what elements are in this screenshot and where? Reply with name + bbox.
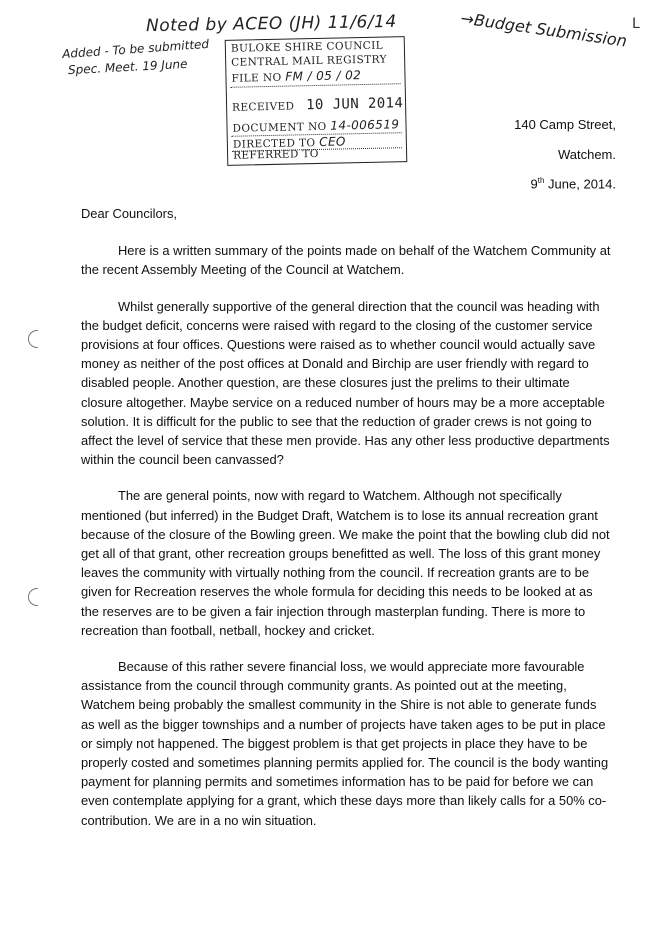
stamp-org: BULOKE SHIRE COUNCIL: [230, 39, 384, 55]
stamp-received-label: RECEIVED: [231, 100, 295, 114]
handwritten-noted-annotation: Noted by ACEO (JH) 11/6/14: [145, 11, 397, 37]
sender-town: Watchem.: [557, 147, 616, 162]
paragraph: Here is a written summary of the points made on behalf of the Watchem Community at the recent Assembly Meeting of the Council at Watchem.: [81, 243, 611, 278]
stamp-document-label: DOCUMENT NO: [232, 120, 327, 135]
paragraph: The are general points, now with regard to Watchem. Although not specifically mentioned (but inferred) in the Budget Draft, Watchem is to lose its annual recreation grant because of the closure of the Bowling green. We make the point that the bowling club did not get all of that grant, other recreation groups benefitted as well. The loss of this grant money leaves the community with virtually nothing from the council. If recreation grants are to be given for Recreation reserves the whole formula for deciding this needs to be looked at as the reserves are to be given a fair injection through masterplan funding. There is more to recreation than football, netball, hockey and cricket.: [81, 488, 610, 638]
date-day: 9: [530, 176, 538, 192]
corner-mark: L: [632, 16, 640, 32]
paragraph: Whilst generally supportive of the general direction that the council was heading with the budget deficit, concerns were raised with regard to the closing of the customer service provisions at four offices. Questions were raised as to whether council would actually save money as neither of the post offices at Donald and Birchip are user friendly with regard to disabled people. Another question, are these closures just the prelims to their ultimate closure altogether. Maybe service on a reduced number of hours may be a more acceptable solution. It is difficult for the public to see that the reduction of grader crews is not going to affect the level of service that these men provide. Has any other less productive departments within the council been canvassed?: [81, 298, 610, 468]
stamp-file-line: [231, 68, 361, 85]
punch-hole-mark: [28, 588, 38, 606]
stamp-referred-label: REFERRED TO: [233, 147, 320, 162]
stamp-received-line: [232, 95, 403, 115]
handwritten-budget-annotation: →Budget Submission: [459, 8, 629, 51]
salutation: Dear Councilors,: [81, 206, 177, 221]
date-suffix: th: [537, 176, 545, 185]
mail-registry-stamp: [225, 36, 408, 166]
stamp-registry: CENTRAL MAIL REGISTRY: [231, 53, 387, 69]
punch-hole-mark: [28, 330, 38, 348]
sender-street: 140 Camp Street,: [514, 117, 616, 132]
stamp-file-label: FILE NO: [231, 71, 282, 85]
stamp-received-date: 10 JUN 2014: [305, 95, 404, 114]
stamp-file-value: FM / 05 / 02: [285, 68, 362, 84]
stamp-directed-value: CEO: [319, 134, 346, 149]
letter-date: [531, 176, 616, 191]
date-rest: June, 2014.: [544, 176, 616, 192]
handwritten-meeting-annotation: Spec. Meet. 19 June: [67, 56, 188, 78]
paragraph: Because of this rather severe financial loss, we would appreciate more favourable assistance from the council through community grants. As pointed out at the meeting, Watchem being probably the smallest community in the Shire is not able to generate funds as well as the bigger townships and a number of projects have taken ages to be put in place or simply not happened. The biggest problem is that get projects in place they have to be properly costed and sometimes planning permits applied for. The council is the body wanting payment for planning permits and sometimes information has to be paid for before we can even contemplate applying for a grant, which these days more than likely calls for a 50% co-contribution. We are in a no win situation.: [81, 659, 609, 828]
stamp-document-value: 14-006519: [330, 117, 400, 133]
letter-body: [81, 204, 611, 847]
handwritten-added-annotation: Added - To be submitted: [61, 36, 210, 62]
stamp-directed-label: DIRECTED TO: [232, 137, 316, 151]
